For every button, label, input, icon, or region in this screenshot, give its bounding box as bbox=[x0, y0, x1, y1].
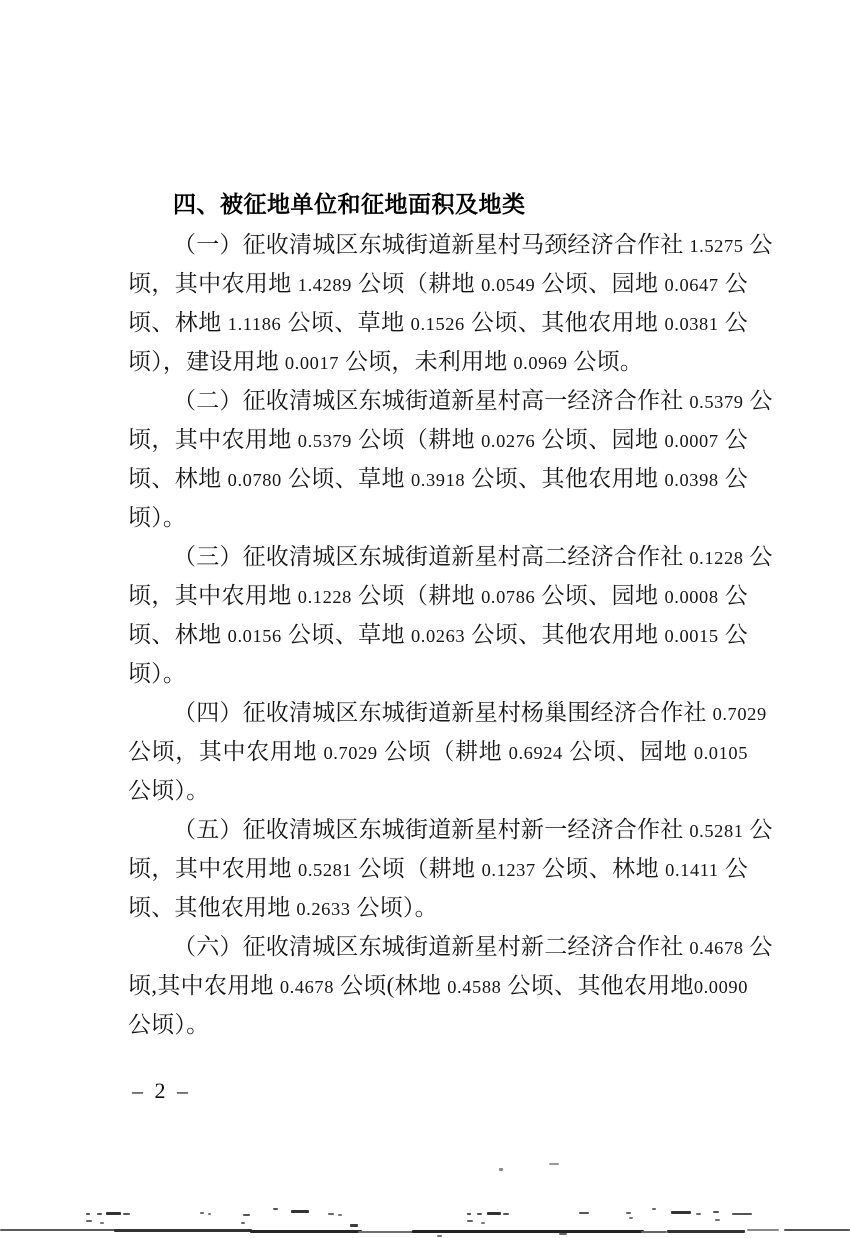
text-line: 顷），建设用地 0.0017 公顷，未利用地 0.0969 公顷。 bbox=[128, 349, 644, 374]
scan-noise-mark bbox=[0, 1229, 118, 1231]
text-line: 顷，其中农用地 1.4289 公顷（耕地 0.0549 公顷、园地 0.0647 公 bbox=[128, 271, 748, 296]
area-value: 0.4588 bbox=[447, 977, 502, 997]
paragraph bbox=[128, 693, 767, 810]
text-line: 顷,其中农用地 0.4678 公顷(林地 0.4588 公顷、其他农用地0.0090 bbox=[128, 973, 748, 998]
scan-noise-mark bbox=[715, 1219, 720, 1221]
area-value: 0.0276 bbox=[481, 431, 536, 451]
scan-noise-mark bbox=[273, 1208, 278, 1210]
area-value: 0.7029 bbox=[323, 743, 378, 763]
scan-noise-mark bbox=[784, 1229, 850, 1231]
text-line: （六）征收清城区东城街道新星村新二经济合作社 0.4678 公 bbox=[173, 934, 773, 959]
text-line: （二）征收清城区东城街道新星村高一经济合作社 0.5379 公 bbox=[173, 388, 773, 413]
text-line: 顷）。 bbox=[128, 505, 187, 530]
area-value: 0.7029 bbox=[712, 704, 767, 724]
area-value: 0.0786 bbox=[481, 587, 536, 607]
area-value: 0.1228 bbox=[297, 587, 352, 607]
area-value: 0.0105 bbox=[693, 743, 748, 763]
text-line: 公顷，其中农用地 0.7029 公顷（耕地 0.6924 公顷、园地 0.0105 bbox=[128, 739, 748, 764]
scan-noise-mark bbox=[652, 1208, 656, 1210]
scan-noise-mark bbox=[626, 1212, 631, 1214]
area-value: 0.0090 bbox=[693, 977, 748, 997]
scan-noise-mark bbox=[243, 1214, 250, 1216]
scan-noise-mark bbox=[412, 1230, 644, 1233]
area-value: 0.2633 bbox=[296, 899, 351, 919]
area-value: 0.1237 bbox=[481, 860, 536, 880]
scan-noise-mark bbox=[747, 1229, 779, 1231]
scan-noise-mark bbox=[499, 1168, 503, 1171]
scan-noise-mark bbox=[86, 1220, 92, 1222]
area-value: 0.0263 bbox=[411, 626, 466, 646]
scan-noise-mark bbox=[100, 1222, 104, 1224]
scan-noise-mark bbox=[549, 1163, 559, 1165]
scan-noise-mark bbox=[350, 1224, 358, 1227]
scan-noise-mark bbox=[559, 1233, 567, 1235]
area-value: 0.0549 bbox=[481, 275, 536, 295]
scan-noise-mark bbox=[437, 1235, 442, 1237]
text-line: 公顷）。 bbox=[128, 778, 210, 803]
scan-noise-mark bbox=[123, 1213, 130, 1215]
scan-noise-mark bbox=[671, 1211, 691, 1214]
area-value: 0.1228 bbox=[689, 548, 744, 568]
scan-noise-mark bbox=[97, 1213, 102, 1215]
scan-noise-mark bbox=[641, 1231, 667, 1233]
scan-noise-mark bbox=[241, 1222, 245, 1224]
scan-noise-mark bbox=[477, 1213, 482, 1215]
text-line: （三）征收清城区东城街道新星村高二经济合作社 0.1228 公 bbox=[173, 544, 773, 569]
page-number: – 2 – bbox=[132, 1078, 191, 1103]
area-value: 0.0780 bbox=[227, 470, 282, 490]
scan-noise-mark bbox=[579, 1212, 589, 1214]
text-line: （四）征收清城区东城街道新星村杨巢围经济合作社 0.7029 bbox=[173, 700, 767, 725]
area-value: 0.0017 bbox=[284, 353, 340, 373]
scan-noise-mark bbox=[667, 1230, 745, 1233]
area-value: 0.0398 bbox=[664, 470, 719, 490]
text-line: 顷、林地 0.0780 公顷、草地 0.3918 公顷、其他农用地 0.0398 公 bbox=[128, 466, 749, 491]
area-value: 0.3918 bbox=[411, 470, 466, 490]
scan-noise-mark bbox=[106, 1212, 121, 1215]
area-value: 0.1526 bbox=[410, 314, 465, 334]
paragraph bbox=[128, 927, 773, 1044]
area-value: 0.0647 bbox=[664, 275, 719, 295]
paragraphs-container bbox=[128, 225, 773, 1044]
area-value: 0.5281 bbox=[298, 860, 353, 880]
scan-noise-mark bbox=[713, 1211, 719, 1213]
paragraph bbox=[128, 537, 773, 693]
area-value: 0.0007 bbox=[664, 431, 719, 451]
area-value: 1.5275 bbox=[689, 236, 744, 256]
scan-noise-mark bbox=[467, 1213, 471, 1215]
scan-noise-mark bbox=[250, 1230, 362, 1233]
text-line: 顷、林地 1.1186 公顷、草地 0.1526 公顷、其他农用地 0.0381 公 bbox=[128, 310, 749, 335]
area-value: 0.4678 bbox=[279, 977, 335, 997]
document-content bbox=[128, 183, 773, 1104]
scan-noise-mark bbox=[481, 1222, 485, 1224]
text-line: 顷）。 bbox=[128, 661, 187, 686]
area-value: 0.6924 bbox=[508, 743, 563, 763]
paragraph bbox=[128, 225, 773, 381]
scan-noise-mark bbox=[291, 1210, 309, 1213]
area-value: 1.1186 bbox=[227, 314, 282, 334]
scan-noise-mark bbox=[200, 1212, 204, 1214]
area-value: 0.0969 bbox=[513, 353, 568, 373]
area-value: 0.5281 bbox=[689, 821, 744, 841]
scan-noise-mark bbox=[338, 1214, 342, 1216]
scan-noise-mark bbox=[208, 1213, 211, 1215]
area-value: 0.0008 bbox=[664, 587, 719, 607]
scan-noise-mark bbox=[696, 1213, 701, 1215]
scan-noise-mark bbox=[358, 1231, 416, 1233]
text-line: 顷、林地 0.0156 公顷、草地 0.0263 公顷、其他农用地 0.0015 公 bbox=[128, 622, 749, 647]
area-value: 0.5379 bbox=[689, 392, 744, 412]
paragraph bbox=[128, 381, 773, 537]
area-value: 0.0156 bbox=[227, 626, 282, 646]
paragraph bbox=[128, 810, 773, 927]
scan-noise-mark bbox=[328, 1213, 334, 1215]
scan-noise-mark bbox=[732, 1213, 752, 1215]
text-line: 顷，其中农用地 0.1228 公顷（耕地 0.0786 公顷、园地 0.0008 公 bbox=[128, 583, 748, 608]
area-value: 1.4289 bbox=[297, 275, 352, 295]
area-value: 0.5379 bbox=[297, 431, 352, 451]
text-line: （一）征收清城区东城街道新星村马颈经济合作社 1.5275 公 bbox=[173, 232, 773, 257]
text-line: 顷、其他农用地 0.2633 公顷）。 bbox=[128, 895, 438, 920]
text-line: 顷，其中农用地 0.5281 公顷（耕地 0.1237 公顷、林地 0.1411 公 bbox=[128, 856, 749, 881]
scan-noise-mark bbox=[467, 1220, 473, 1222]
area-value: 0.0015 bbox=[664, 626, 719, 646]
section-heading: 四、被征地单位和征地面积及地类 bbox=[173, 191, 526, 217]
text-line: 顷，其中农用地 0.5379 公顷（耕地 0.0276 公顷、园地 0.0007 公 bbox=[128, 427, 748, 452]
scan-noise-mark bbox=[487, 1212, 501, 1215]
text-line: （五）征收清城区东城街道新星村新一经济合作社 0.5281 公 bbox=[173, 817, 773, 842]
area-value: 0.4678 bbox=[689, 938, 744, 958]
text-line: 公顷）。 bbox=[128, 1012, 210, 1037]
area-value: 0.1411 bbox=[665, 860, 719, 880]
scan-noise-mark bbox=[629, 1217, 633, 1219]
scan-noise-mark bbox=[86, 1213, 90, 1215]
scan-noise-mark bbox=[503, 1213, 509, 1215]
scan-noise-mark bbox=[114, 1229, 252, 1232]
area-value: 0.0381 bbox=[664, 314, 719, 334]
